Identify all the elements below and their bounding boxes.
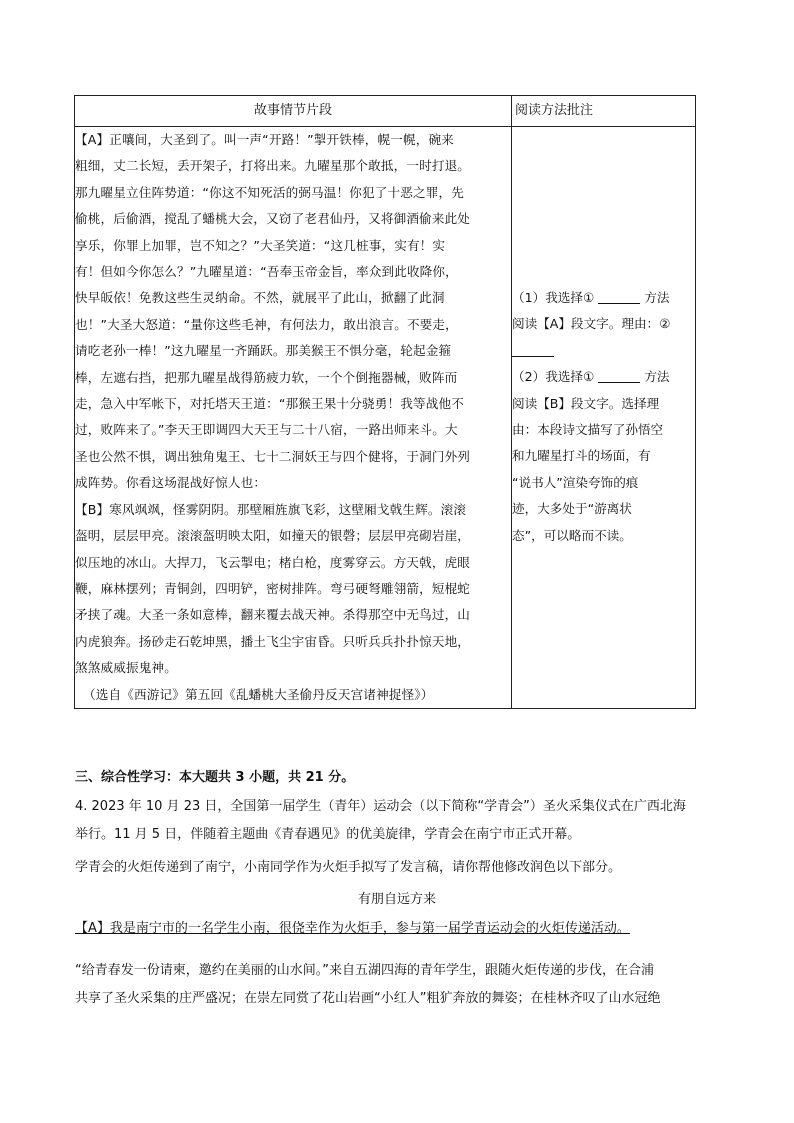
note-line-6: 由：本段诗文描写了孙悟空	[512, 422, 664, 438]
note-method-label-2: 方法	[644, 369, 670, 385]
note-line-1	[512, 285, 695, 311]
note-choice-1-label: （1）我选择①	[512, 290, 595, 305]
note-line-5: 阅读【B】段文字。选择理	[512, 395, 660, 411]
question-4-prompt: 学青会的火炬传递到了南宁，小南同学作为火炬手拟写了发言稿，请你帮他修改润色以下部分。	[75, 860, 622, 875]
annotation-cell	[512, 127, 696, 709]
note-line-7: 和九曜星打斗的场面，有	[512, 448, 651, 464]
reading-method-table	[74, 95, 696, 709]
section-3-heading: 三、综合性学习：本大题共 3 小题，共 21 分。	[75, 770, 355, 785]
story-line: 煞煞威威振鬼神。	[75, 660, 177, 676]
story-line: 走，急入中军帐下，对托塔天王道：“那猴王果十分骁勇！我等战他不	[75, 396, 464, 412]
header-story-fragment: 故事情节片段	[75, 96, 512, 127]
note-line-2: 阅读【A】段文字。理由：②	[512, 316, 671, 332]
note-line-4	[512, 364, 695, 390]
note-line-8: “说书人”渲染夸饰的痕	[512, 474, 639, 490]
essay-paragraph-a-text: 【A】我是南宁市的一名学生小南，很侥幸作为火炬手，参与第一届学青运动会的火炬传递活动。	[75, 921, 630, 936]
story-line: 那九曜星立住阵势道：“你这不知死活的弼马温！你犯了十恶之罪，先	[75, 184, 464, 200]
story-line: 【B】寒风飒飒，怪雾阴阴。那壁厢旌旗飞彩，这壁厢戈戟生辉。滚滚	[75, 501, 467, 517]
question-4-line-2: 举行。11 月 5 日，伴随着主题曲《青春遇见》的优美旋律，学青会在南宁市正式开幕。	[75, 827, 581, 842]
story-line: 【A】正嚷间，大圣到了。叫一声“开路！”掣开铁棒，幌一幌，碗来	[75, 132, 454, 147]
essay-paragraph-b	[75, 957, 715, 1013]
story-line: 享乐，你罪上加罪，岂不知之？”大圣笑道：“这几桩事，实有！实	[75, 237, 446, 253]
answer-blank-1-method[interactable]	[598, 287, 640, 304]
essay-paragraph-b-line-1: “给青春发一份请柬，邀约在美丽的山水间。”来自五湖四海的青年学生，跟随火炬传递的步伐，在合浦	[75, 963, 654, 978]
story-line: 成阵势。你看这场混战好惊人也：	[75, 475, 267, 491]
question-4-intro	[75, 793, 715, 849]
story-line: 粗细，丈二长短，丢开架子，打将出来。九曜星那个敢抵，一时打退。	[75, 158, 471, 174]
answer-blank-1-reason[interactable]	[512, 340, 554, 357]
essay-title: 有朋自远方来	[357, 892, 436, 907]
story-line: 也！”大圣大怒道：“量你这些毛神，有何法力，敢出浪言。不要走，	[75, 316, 458, 332]
story-line: 请吃老孙一棒！”这九曜星一齐踊跃。那美猴王不惧分毫，轮起金箍	[75, 343, 452, 359]
story-line: 盔明，层层甲亮。滚滚盔明映太阳，如撞天的银磬；层层甲亮砌岩崖，	[75, 528, 471, 544]
note-method-label-1: 方法	[644, 290, 670, 305]
story-line: 棒，左遮右挡，把那九曜星战得筋疲力软，一个个倒拖器械，败阵而	[75, 369, 458, 385]
story-fragment-cell	[75, 127, 512, 709]
essay-paragraph-a	[75, 915, 715, 943]
story-line: 快早皈依！免教这些生灵纳命。不然，就展平了此山，掀翻了此洞	[75, 290, 445, 306]
essay-paragraph-b-line-2: 共享了圣火采集的庄严盛况；在崇左同赏了花山岩画“小红人”粗犷奔放的舞姿；在桂林齐叹了山水冠绝	[75, 991, 661, 1006]
note-line-9: 迹，大多处于“游离状	[512, 501, 632, 517]
answer-blank-2-method[interactable]	[598, 366, 640, 383]
story-source: （选自《西游记》第五回《乱蟠桃大圣偷丹反天宫诸神捉怪》）	[83, 686, 434, 702]
story-line: 内虎狼奔。扬砂走石乾坤黑，播土飞尘宇宙昏。只听兵兵扑扑惊天地，	[75, 633, 471, 649]
story-line: 矛挟了魂。大圣一条如意棒，翻来覆去战天神。杀得那空中无鸟过，山	[75, 607, 471, 623]
story-line: 鞭，麻林摆列；青铜剑，四明铲，密树排阵。弯弓硬弩雕翎箭，短棍蛇	[75, 580, 471, 596]
note-choice-2-label: （2）我选择①	[512, 369, 595, 385]
story-line: 偷桃，后偷酒，搅乱了蟠桃大会，又窃了老君仙丹，又将御酒偷来此处	[75, 211, 471, 227]
story-line: 过，败阵来了。”李天王即调四大天王与二十八宿，一路出师来斗。大	[75, 422, 458, 438]
note-line-3	[512, 338, 695, 364]
story-line: 有！但如今你怎么？”九曜星道：“吾奉玉帝金旨，率众到此收降你，	[75, 264, 458, 280]
header-reading-annotation: 阅读方法批注	[512, 96, 696, 127]
note-line-10: 态”，可以略而不读。	[512, 527, 632, 543]
story-line: 圣也公然不惧，调出独角鬼王、七十二洞妖王与四个健将，于洞门外列	[75, 448, 471, 464]
story-line: 似压地的冰山。大捍刀，飞云掣电；楮白枪，度雾穿云。方天戟，虎眼	[75, 554, 471, 570]
question-4-line-1: 4. 2023 年 10 月 23 日，全国第一届学生（青年）运动会（以下简称“学青会”）圣火采集仪式在广西北海	[75, 799, 686, 814]
